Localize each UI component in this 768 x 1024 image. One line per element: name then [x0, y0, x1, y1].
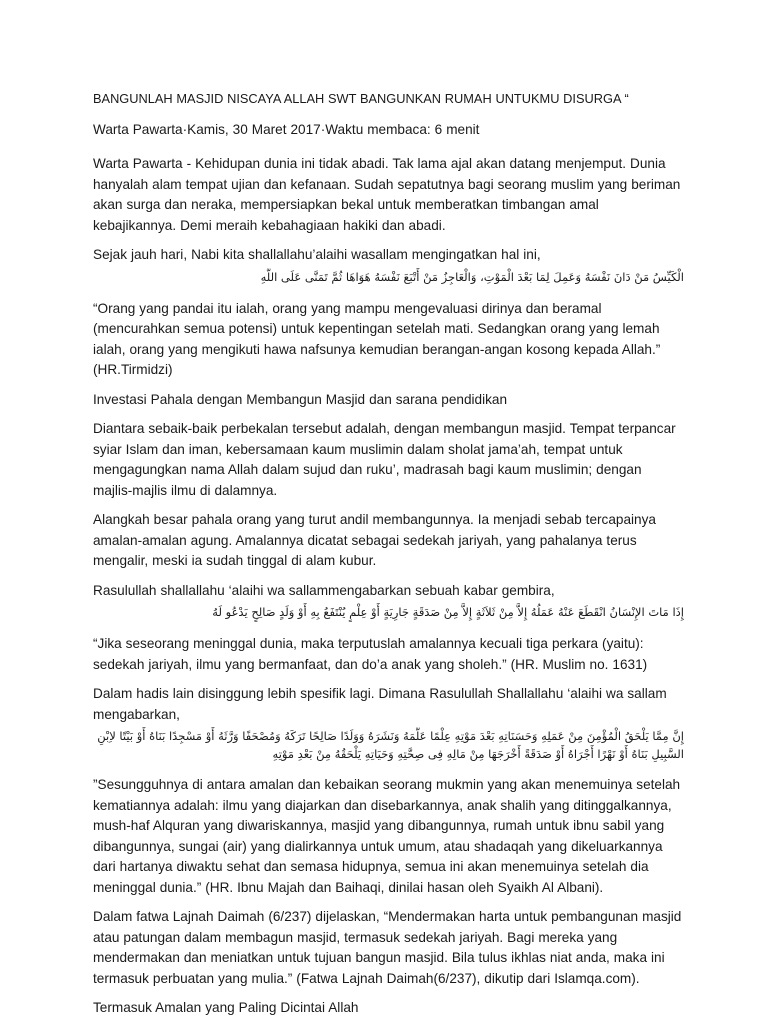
article-meta: Warta Pawarta·Kamis, 30 Maret 2017·Waktu membaca: 6 menit — [93, 121, 480, 137]
paragraph-hadith-translation-3: ”Sesungguhnya di antara amalan dan kebaikan seorang mukmin yang akan menemuinya setelah kematiannya adalah: ilmu yang diajarkan dan disebarkannya, anak shalih yang ditinggalkannya, mush-haf Alquran yang diwariskannya, masjid yang dibangunnya, rumah untuk ibnu sabil yang dibangunnya, sungai (air) yang dialirkannya untuk umum, atau shadaqah yang dikeluarkannya dari hartanya diwaktu sehat dan semasa hidupnya, semua ini akan menemuinya setelah dia meninggal dunia.” (HR. Ibnu Majah dan Baihaqi, dinilai hasan oleh Syaikh Al Albani). — [93, 777, 681, 895]
paragraph-hadith-intro-3: Dalam hadis lain disinggung lebih spesifik lagi. Dimana Rasulullah Shallallahu ‘alaihi wa sallam mengabarkan, — [93, 686, 667, 722]
paragraph-hadith-translation-1: “Orang yang pandai itu ialah, orang yang mampu mengevaluasi dirinya dan beramal (mencurahkan semua potensi) untuk kepentingan setelah mati. Sedangkan orang yang lemah ialah, orang yang mengikuti hawa nafsunya kemudian berangan-angan kosong kepada Allah.” (HR.Tirmidzi) — [93, 300, 661, 377]
article-title: BANGUNLAH MASJID NISCAYA ALLAH SWT BANGUNKAN RUMAH UNTUKMU DISURGA “ — [93, 91, 629, 106]
section-heading-investasi: Investasi Pahala dengan Membangun Masjid dan sarana pendidikan — [93, 391, 508, 407]
arabic-hadith-3: إِنَّ مِمَّا يَلْحَقُ الْمُؤْمِنَ مِنْ عَمَلِهِ وَحَسَنَاتِهِ بَعْدَ مَوْتِهِ عِلْمًا عَلَّمَهُ وَنَشَرَهُ وَوَلَدًا صَالِحًا تَرَكَهُ وَمُصْحَفًا وَرَّثَهُ أَوْ مَسْجِدًا بَنَاهُ أَوْ بَيْتًا لاِبْنِ السَّبِيلِ بَنَاهُ أَوْ نَهْرًا أَجْرَاهُ أَوْ صَدَقَةً أَخْرَجَهَا مِنْ مَالِهِ فِى صِحَّتِهِ وَحَيَاتِهِ يَلْحَقُهُ مِنْ بَعْدِ مَوْتِهِ — [97, 729, 684, 761]
paragraph-masjid: Diantara sebaik-baik perbekalan tersebut adalah, dengan membangun masjid. Tempat terpancar syiar Islam dan iman, kebersamaan kaum muslimin dalam sholat jama’ah, tempat untuk mengagungkan nama Allah dalam sujud dan ruku’, madrasah bagi kaum muslimin; dengan majlis-majlis ilmu di dalamnya. — [93, 421, 676, 498]
paragraph-fatwa: Dalam fatwa Lajnah Daimah (6/237) dijelaskan, “Mendermakan harta untuk pembangunan masjid atau patungan dalam membagun masjid, termasuk sedekah jariyah. Bagi mereka yang mendermakan dan meniatkan untuk tujuan bangun masjid. Bila tulus ikhlas niat anda, maka ini termasuk perbuatan yang mulia.” (Fatwa Lajnah Daimah(6/237), dikutip dari Islamqa.com). — [93, 909, 682, 986]
paragraph-hadith-translation-2: “Jika seseorang meninggal dunia, maka terputuslah amalannya kecuali tiga perkara (yaitu): sedekah jariyah, ilmu yang bermanfaat, dan do’a anak yang sholeh.” (HR. Muslim no. 1631) — [93, 636, 648, 672]
section-heading-amalan: Termasuk Amalan yang Paling Dicintai Allah — [93, 1000, 359, 1015]
arabic-hadith-2: إِذَا مَاتَ الإِنْسَانُ انْقَطَعَ عَنْهُ عَمَلُهُ إِلاَّ مِنْ ثَلاَثَةٍ إِلاَّ مِنْ صَدَقَةٍ جَارِيَةٍ أَوْ عِلْمٍ يُنْتَفَعُ بِهِ أَوْ وَلَدٍ صَالِحٍ يَدْعُو لَهُ — [212, 605, 684, 619]
paragraph-pahala: Alangkah besar pahala orang yang turut andil membangunnya. Ia menjadi sebab tercapainya amalan-amalan agung. Amalannya dicatat sebagai sedekah jariyah, yang pahalanya terus mengalir, meski ia sudah tinggal di alam kubur. — [93, 512, 656, 568]
paragraph-hadith-intro-2: Rasulullah shallallahu ‘alaihi wa sallammengabarkan sebuah kabar gembira, — [93, 582, 555, 598]
paragraph-hadith-intro-1: Sejak jauh hari, Nabi kita shallallahu’alaihi wasallam mengingatkan hal ini, — [93, 247, 541, 262]
paragraph-intro: Warta Pawarta - Kehidupan dunia ini tidak abadi. Tak lama ajal akan datang menjemput. Dunia hanyalah alam tempat ujian dan kefanaan. Sudah sepatutnya bagi seorang muslim yang beriman akan surga dan neraka, mempersiapkan bekal untuk memberatkan timbangan amal kebajikannya. Demi meraih kebahagiaan hakiki dan abadi. — [93, 156, 681, 233]
arabic-hadith-1: الْكَيِّسُ مَنْ دَانَ نَفْسَهُ وَعَمِلَ لِمَا بَعْدَ الْمَوْتِ، وَالْعَاجِزُ مَنْ أَتْبَعَ نَفْسَهُ هَوَاهَا ثُمَّ تَمَنَّى عَلَى اللَّهِ — [260, 269, 684, 284]
